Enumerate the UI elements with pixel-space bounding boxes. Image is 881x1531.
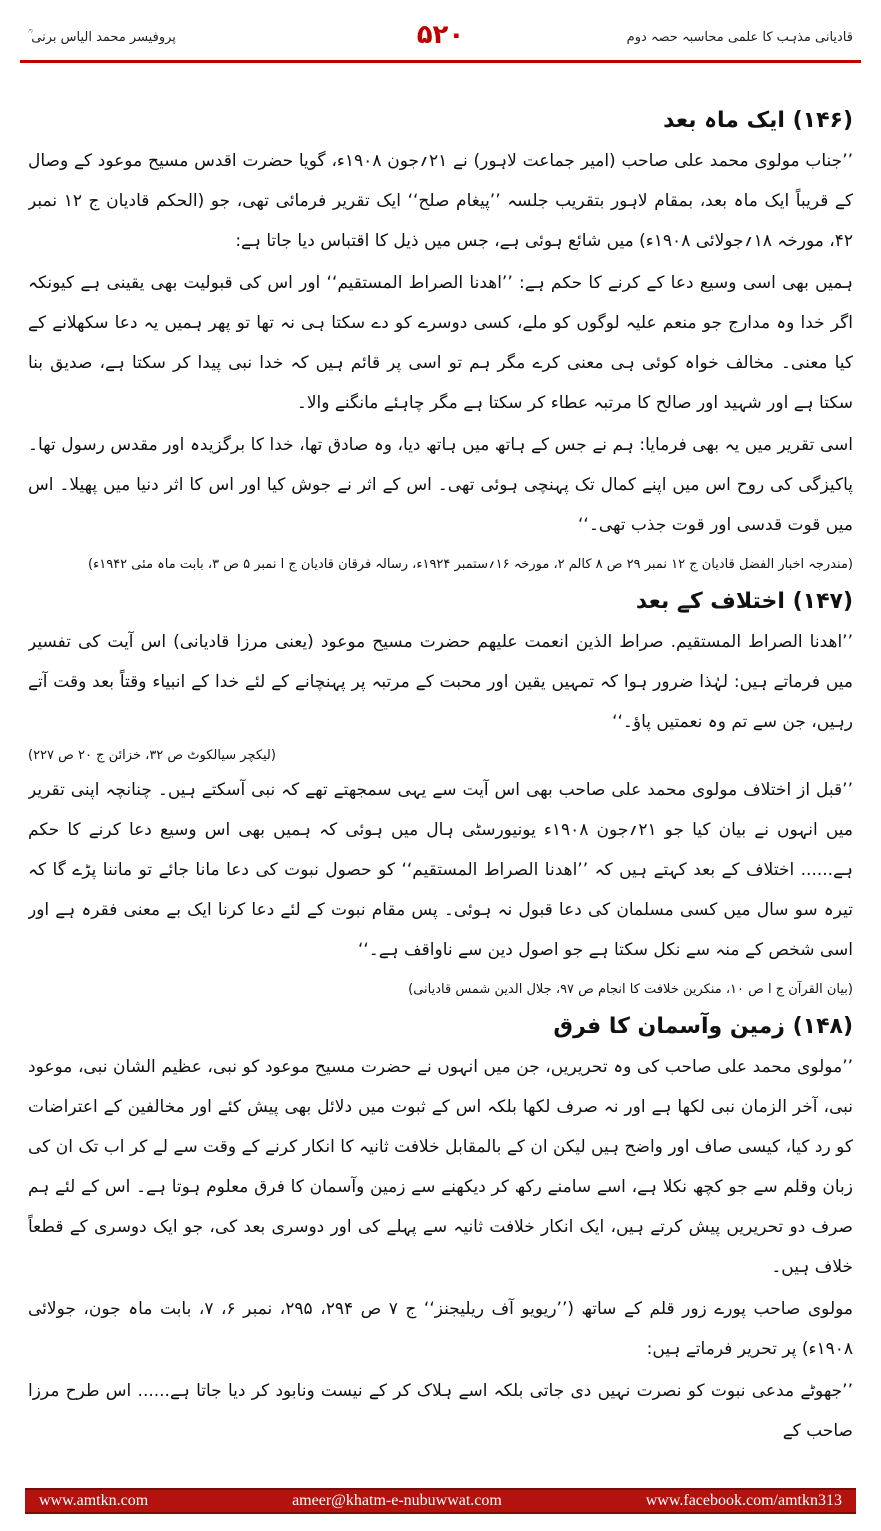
- paragraph: ’’جھوٹے مدعی نبوت کو نصرت نہیں دی جاتی بلکہ اسے ہلاک کر کے نیست ونابود کر دیا جاتا ہے...... اس طرح مرزا صاحب کے: [28, 1381, 853, 1441]
- header-divider: [20, 60, 861, 63]
- section-title: (۱۴۸) زمین وآسمان کا فرق: [553, 1014, 853, 1039]
- page-footer: [25, 1488, 856, 1514]
- facebook-link[interactable]: www.facebook.com/amtkn313: [645, 1492, 842, 1509]
- book-title: قادیانی مذہب کا علمی محاسبہ حصہ دوم: [626, 30, 853, 45]
- paragraph: ’’قبل از اختلاف مولوی محمد علی صاحب بھی اس آیت سے یہی سمجھتے تھے کہ نبی آسکتے ہیں۔ چنانچہ اپنی تقریر میں انہوں نے بیان کیا جو ۲۱؍جون ۱۹۰۸ء یونیورسٹی ہال میں ہوئی کہ ہمیں بھی اس وسیع دعا کرنے کا حکم ہے...... اختلاف کے بعد کہتے ہیں کہ ’’اھدنا الصراط المستقیم‘‘ کو حصول نبوت کی دعا مانا جائے تو ماننا پڑے گا کہ تیرہ سو سال میں کسی مسلمان کی دعا قبول نہ ہوئی۔ پس مقام نبوت کے لئے دعا کرنا ایک بے معنی فقرہ ہے اور اسی شخص کے منہ سے نکل سکتا ہے جو اصول دین سے ناواقف ہے۔‘‘: [28, 780, 853, 960]
- page-header: [20, 20, 861, 56]
- website-link[interactable]: www.amtkn.com: [39, 1492, 149, 1509]
- paragraph: ’’اھدنا الصراط المستقیم. صراط الذین انعمت علیھم حضرت مسیح موعود (یعنی مرزا قادیانی) اس آیت کی تفسیر میں فرماتے ہیں: لہٰذا ضرور ہوا کہ تمہیں یقین اور محبت کے مرتبہ پر پہنچانے کے لئے خدا کے انبیاء وقتاً بعد وقت آتے رہیں، جن سے تم وہ نعمتیں پاؤ۔‘‘: [28, 632, 853, 732]
- paragraph: مولوی صاحب پورے زور قلم کے ساتھ (’’ریویو آف ریلیجنز‘‘ ج ۷ ص ۲۹۴، ۲۹۵، نمبر ۶، ۷، بابت ماہ جون، جولائی ۱۹۰۸ء) پر تحریر فرماتے ہیں:: [28, 1299, 853, 1359]
- paragraph: ہمیں بھی اسی وسیع دعا کے کرنے کا حکم ہے: ’’اھدنا الصراط المستقیم‘‘ اور اس کی قبولیت بھی یقینی ہے کیونکہ اگر خدا وہ مدارج جو منعم علیہ لوگوں کو ملے، کسی دوسرے کو دے سکتا ہی نہ تھا تو پھر ہمیں یہ دعا سکھلانے کے کیا معنی۔ مخالف خواہ کوئی ہی معنی کرے مگر ہم تو اسی پر قائم ہیں کہ خدا نبی پیدا کر سکتا ہے، صدیق بنا سکتا ہے اور شہید اور صالح کا مرتبہ عطاء کر سکتا ہے مگر چاہئے مانگنے والا۔: [28, 273, 853, 413]
- paragraph: ’’مولوی محمد علی صاحب کی وہ تحریریں، جن میں انہوں نے حضرت مسیح موعود کو نبی، عظیم الشان نبی، موعود نبی، آخر الزمان نبی لکھا ہے اور نہ صرف لکھا بلکہ اس کے ثبوت میں دلائل بھی پیش کئے اور مخالفین کے اعتراضات کو رد کیا، کیسی صاف اور واضح ہیں لیکن ان کے بالمقابل خلافت ثانیہ کا انکار کرنے کے وقت سے لے کر اب تک ان کی زبان وقلم سے جو کچھ نکلا ہے، اسے سامنے رکھ کر دیکھنے سے زمین وآسمان کا فرق معلوم ہوتا ہے۔ اس کے لئے ہم صرف دو تحریریں پیش کرتے ہیں، ایک انکار خلافت ثانیہ سے پہلے کی اور دوسری بعد کی، جو ایک دوسری کے قطعاً خلاف ہیں۔: [28, 1057, 853, 1277]
- page-number: ۵۲۰: [416, 20, 465, 50]
- email-link[interactable]: ameer@khatm-e-nubuwwat.com: [292, 1492, 502, 1509]
- paragraph: ’’جناب مولوی محمد علی صاحب (امیر جماعت لاہور) نے ۲۱؍جون ۱۹۰۸ء، گویا حضرت اقدس مسیح موعود کے وصال کے قریباً ایک ماہ بعد، بمقام لاہور بتقریب جلسہ ’’پیغام صلح‘‘ ایک تقریر فرمائی تھی، جو (الحکم قادیان ج ۱۲ نمبر ۴۲، مورخہ ۱۸؍جولائی ۱۹۰۸ء) میں شائع ہوئی ہے، جس میں ذیل کا اقتباس دیا جاتا ہے:: [28, 151, 853, 251]
- inline-reference: (لیکچر سیالکوٹ ص ۳۲، خزائن ج ۲۰ ص ۲۲۷): [28, 748, 276, 763]
- reference-citation: (مندرجہ اخبار الفضل قادیان ج ۱۲ نمبر ۲۹ ص ۸ کالم ۲، مورخہ ۱۶؍ستمبر ۱۹۲۴ء، رسالہ فرقان قادیان ج ا نمبر ۵ ص ۳، بابت ماہ مئی ۱۹۴۲ء): [88, 557, 853, 572]
- paragraph: اسی تقریر میں یہ بھی فرمایا: ہم نے جس کے ہاتھ میں ہاتھ دیا، وہ صادق تھا، خدا کا برگزیدہ اور مقدس رسول تھا۔ پاکیزگی کی روح اس میں اپنے کمال تک پہنچی ہوئی تھی۔ اس کے اثر نے جوش کیا اور اس کا اثر دنیا میں پھیلا۔ اس میں قوت قدسی اور قوت جذب تھی۔‘‘: [28, 435, 853, 535]
- page-content: [28, 100, 853, 1470]
- section-title: (۱۴۷) اختلاف کے بعد: [635, 589, 853, 614]
- author-name: پروفیسر محمد الیاس برنی ؒ: [28, 30, 176, 45]
- section-title: (۱۴۶) ایک ماہ بعد: [663, 108, 853, 133]
- reference-citation: (بیان القرآن ج ا ص ۱۰، منکرین خلافت کا انجام ص ۹۷، جلال الدین شمس قادیانی): [408, 982, 853, 997]
